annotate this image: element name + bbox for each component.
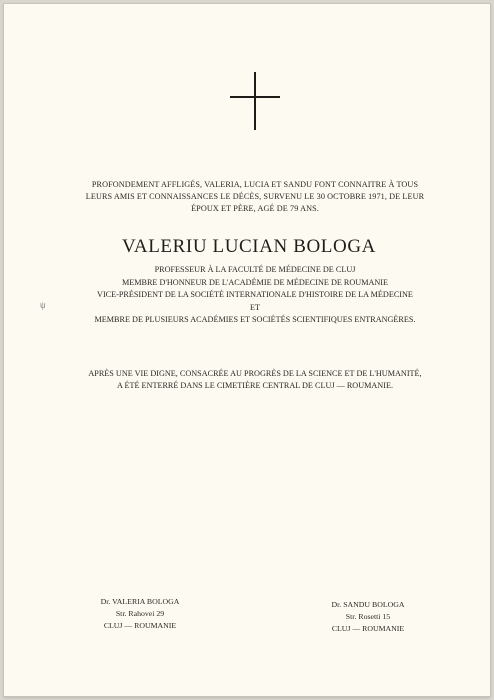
sender-left-street: Str. Rahovei 29 <box>115 609 165 618</box>
intro-line: LEURS AMIS ET CONNAISSANCES LE DÉCÈS, SURVENU LE 30 OCTOBRE 1971, DE LEUR <box>85 192 425 201</box>
sender-right-city: CLUJ — ROUMANIE <box>331 624 405 633</box>
title-line: MEMBRE DE PLUSIEURS ACADÉMIES ET SOCIÉTÉS SCIENTIFIQUES ENTRANGÈRES. <box>94 315 416 324</box>
title-line: ET <box>249 302 260 312</box>
titles-block <box>60 264 450 327</box>
intro-line: PROFONDEMENT AFFLIGÉS, VALERIA, LUCIA ET SANDU FONT CONNAITRE À TOUS <box>91 180 419 189</box>
funeral-announcement-card <box>4 4 490 696</box>
burial-line: APRÈS UNE VIE DIGNE, CONSACRÉE AU PROGRÈS DE LA SCIENCE ET DE L'HUMANITÉ, <box>88 369 422 378</box>
sender-right-street: Str. Rosetti 15 <box>345 612 391 621</box>
intro-paragraph <box>60 179 450 215</box>
burial-line: A ÉTÉ ENTERRÉ DANS LE CIMETIÈRE CENTRAL DE CLUJ — ROUMANIE. <box>116 381 393 390</box>
deceased-name: VALERIU LUCIAN BOLOGA <box>122 236 376 257</box>
cross-icon <box>230 72 282 132</box>
margin-mark: ψ <box>40 300 46 310</box>
sender-right-block <box>308 599 428 635</box>
sender-left-name: Dr. VALERIA BOLOGA <box>100 597 180 606</box>
sender-left-block <box>80 596 200 632</box>
burial-paragraph <box>60 368 450 392</box>
intro-line: ÉPOUX ET PÈRE, AGÉ DE 79 ANS. <box>191 204 319 213</box>
title-line: PROFESSEUR À LA FACULTÉ DE MÉDECINE DE CLUJ <box>154 265 356 274</box>
sender-left-city: CLUJ — ROUMANIE <box>103 621 177 630</box>
title-line: MEMBRE D'HONNEUR DE L'ACADÉMIE DE MÉDECINE DE ROUMANIE <box>121 277 389 287</box>
sender-right-name: Dr. SANDU BOLOGA <box>331 600 405 609</box>
title-line: VICE-PRÉSIDENT DE LA SOCIÉTÉ INTERNATIONALE D'HISTOIRE DE LA MÉDECINE <box>97 290 413 299</box>
